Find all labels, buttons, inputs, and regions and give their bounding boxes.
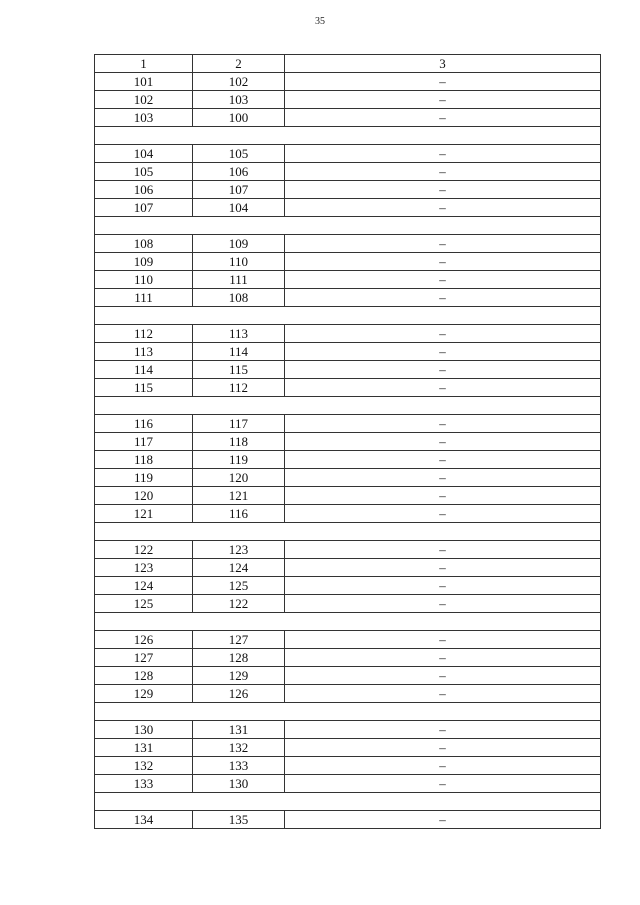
table-cell-col2: 119 bbox=[193, 451, 285, 469]
table-cell-col2: 126 bbox=[193, 685, 285, 703]
table-cell-col3: – bbox=[285, 631, 601, 649]
table-cell-col3: – bbox=[285, 181, 601, 199]
table-row bbox=[95, 757, 601, 775]
table-row bbox=[95, 649, 601, 667]
table-cell-col2: 130 bbox=[193, 775, 285, 793]
table-cell-col1: 120 bbox=[95, 487, 193, 505]
table-cell-col1: 127 bbox=[95, 649, 193, 667]
table-cell-col3: – bbox=[285, 667, 601, 685]
table-cell-col3: – bbox=[285, 739, 601, 757]
table-cell-col2: 123 bbox=[193, 541, 285, 559]
column-header-1: 1 bbox=[95, 55, 193, 73]
table-row bbox=[95, 343, 601, 361]
separator-cell bbox=[95, 217, 601, 235]
table-cell-col1: 102 bbox=[95, 91, 193, 109]
table-cell-col3: – bbox=[285, 487, 601, 505]
table-cell-col3: – bbox=[285, 415, 601, 433]
group-separator-row bbox=[95, 127, 601, 145]
table-cell-col1: 112 bbox=[95, 325, 193, 343]
column-header-3: 3 bbox=[285, 55, 601, 73]
table-cell-col2: 109 bbox=[193, 235, 285, 253]
table-cell-col3: – bbox=[285, 469, 601, 487]
table-cell-col2: 120 bbox=[193, 469, 285, 487]
table-cell-col3: – bbox=[285, 325, 601, 343]
table-cell-col3: – bbox=[285, 433, 601, 451]
group-separator-row bbox=[95, 397, 601, 415]
table-row bbox=[95, 631, 601, 649]
table-cell-col2: 127 bbox=[193, 631, 285, 649]
table-cell-col2: 100 bbox=[193, 109, 285, 127]
table-row bbox=[95, 667, 601, 685]
table-cell-col2: 102 bbox=[193, 73, 285, 91]
table-cell-col1: 132 bbox=[95, 757, 193, 775]
table-row bbox=[95, 91, 601, 109]
table-row bbox=[95, 469, 601, 487]
table-cell-col1: 121 bbox=[95, 505, 193, 523]
table-cell-col1: 108 bbox=[95, 235, 193, 253]
table-cell-col2: 124 bbox=[193, 559, 285, 577]
page-number: 35 bbox=[315, 16, 325, 27]
table-row bbox=[95, 433, 601, 451]
table-cell-col2: 107 bbox=[193, 181, 285, 199]
table-row bbox=[95, 541, 601, 559]
table-cell-col2: 117 bbox=[193, 415, 285, 433]
table-cell-col2: 128 bbox=[193, 649, 285, 667]
table-row bbox=[95, 415, 601, 433]
table-cell-col3: – bbox=[285, 235, 601, 253]
table-row bbox=[95, 361, 601, 379]
table-row bbox=[95, 577, 601, 595]
table-cell-col1: 106 bbox=[95, 181, 193, 199]
table-cell-col2: 113 bbox=[193, 325, 285, 343]
table-row bbox=[95, 199, 601, 217]
group-separator-row bbox=[95, 613, 601, 631]
table-cell-col2: 118 bbox=[193, 433, 285, 451]
table-cell-col3: – bbox=[285, 343, 601, 361]
table-row bbox=[95, 739, 601, 757]
table-cell-col1: 124 bbox=[95, 577, 193, 595]
table-cell-col3: – bbox=[285, 91, 601, 109]
separator-cell bbox=[95, 307, 601, 325]
table-cell-col3: – bbox=[285, 775, 601, 793]
table-cell-col2: 114 bbox=[193, 343, 285, 361]
table-cell-col3: – bbox=[285, 721, 601, 739]
table-cell-col3: – bbox=[285, 163, 601, 181]
table-cell-col1: 126 bbox=[95, 631, 193, 649]
separator-cell bbox=[95, 613, 601, 631]
table-cell-col1: 116 bbox=[95, 415, 193, 433]
table-cell-col1: 118 bbox=[95, 451, 193, 469]
group-separator-row bbox=[95, 523, 601, 541]
table-cell-col1: 107 bbox=[95, 199, 193, 217]
table-cell-col2: 106 bbox=[193, 163, 285, 181]
table-cell-col3: – bbox=[285, 541, 601, 559]
table-cell-col2: 111 bbox=[193, 271, 285, 289]
table-row bbox=[95, 775, 601, 793]
table-cell-col3: – bbox=[285, 199, 601, 217]
table-cell-col2: 131 bbox=[193, 721, 285, 739]
separator-cell bbox=[95, 703, 601, 721]
group-separator-row bbox=[95, 217, 601, 235]
table-row bbox=[95, 289, 601, 307]
table-cell-col3: – bbox=[285, 649, 601, 667]
table-cell-col1: 131 bbox=[95, 739, 193, 757]
table-cell-col2: 116 bbox=[193, 505, 285, 523]
table-cell-col2: 132 bbox=[193, 739, 285, 757]
table-cell-col2: 105 bbox=[193, 145, 285, 163]
table-row bbox=[95, 379, 601, 397]
table-row bbox=[95, 721, 601, 739]
table-cell-col1: 129 bbox=[95, 685, 193, 703]
table-row bbox=[95, 811, 601, 829]
table-body bbox=[95, 55, 601, 829]
table-cell-col2: 122 bbox=[193, 595, 285, 613]
table-cell-col3: – bbox=[285, 361, 601, 379]
table-cell-col3: – bbox=[285, 757, 601, 775]
group-separator-row bbox=[95, 793, 601, 811]
table-row bbox=[95, 235, 601, 253]
table-cell-col3: – bbox=[285, 595, 601, 613]
table-cell-col1: 134 bbox=[95, 811, 193, 829]
table-row bbox=[95, 109, 601, 127]
table-cell-col2: 129 bbox=[193, 667, 285, 685]
table-cell-col3: – bbox=[285, 451, 601, 469]
table-cell-col3: – bbox=[285, 289, 601, 307]
group-separator-row bbox=[95, 307, 601, 325]
separator-cell bbox=[95, 523, 601, 541]
table-row bbox=[95, 505, 601, 523]
table-cell-col1: 123 bbox=[95, 559, 193, 577]
table-row bbox=[95, 73, 601, 91]
table-cell-col2: 115 bbox=[193, 361, 285, 379]
table-cell-col1: 105 bbox=[95, 163, 193, 181]
table-cell-col1: 119 bbox=[95, 469, 193, 487]
table-cell-col1: 103 bbox=[95, 109, 193, 127]
table-row bbox=[95, 595, 601, 613]
separator-cell bbox=[95, 127, 601, 145]
table-cell-col3: – bbox=[285, 559, 601, 577]
table-cell-col2: 121 bbox=[193, 487, 285, 505]
table-cell-col1: 101 bbox=[95, 73, 193, 91]
table-cell-col1: 128 bbox=[95, 667, 193, 685]
table-cell-col1: 113 bbox=[95, 343, 193, 361]
table-cell-col2: 103 bbox=[193, 91, 285, 109]
table-cell-col3: – bbox=[285, 577, 601, 595]
separator-cell bbox=[95, 793, 601, 811]
table-row bbox=[95, 271, 601, 289]
table-row bbox=[95, 253, 601, 271]
table-row bbox=[95, 487, 601, 505]
table-cell-col3: – bbox=[285, 253, 601, 271]
group-separator-row bbox=[95, 703, 601, 721]
table-cell-col3: – bbox=[285, 73, 601, 91]
data-table bbox=[94, 54, 601, 829]
table-cell-col1: 133 bbox=[95, 775, 193, 793]
table-row bbox=[95, 163, 601, 181]
table-header-row bbox=[95, 55, 601, 73]
table-row bbox=[95, 181, 601, 199]
table-row bbox=[95, 685, 601, 703]
table-cell-col2: 110 bbox=[193, 253, 285, 271]
table-cell-col2: 135 bbox=[193, 811, 285, 829]
table-cell-col2: 125 bbox=[193, 577, 285, 595]
table-cell-col1: 110 bbox=[95, 271, 193, 289]
table-row bbox=[95, 325, 601, 343]
column-header-2: 2 bbox=[193, 55, 285, 73]
table-cell-col3: – bbox=[285, 811, 601, 829]
table-row bbox=[95, 451, 601, 469]
table-cell-col3: – bbox=[285, 685, 601, 703]
table-row bbox=[95, 145, 601, 163]
table-cell-col2: 108 bbox=[193, 289, 285, 307]
table-cell-col1: 115 bbox=[95, 379, 193, 397]
table-cell-col3: – bbox=[285, 145, 601, 163]
table-cell-col3: – bbox=[285, 271, 601, 289]
table-row bbox=[95, 559, 601, 577]
table-cell-col2: 133 bbox=[193, 757, 285, 775]
table-cell-col3: – bbox=[285, 379, 601, 397]
table-cell-col3: – bbox=[285, 505, 601, 523]
table-cell-col1: 117 bbox=[95, 433, 193, 451]
table-cell-col1: 111 bbox=[95, 289, 193, 307]
table-cell-col1: 122 bbox=[95, 541, 193, 559]
table-cell-col1: 114 bbox=[95, 361, 193, 379]
separator-cell bbox=[95, 397, 601, 415]
table-cell-col1: 104 bbox=[95, 145, 193, 163]
table-cell-col1: 125 bbox=[95, 595, 193, 613]
table-cell-col2: 112 bbox=[193, 379, 285, 397]
table-cell-col2: 104 bbox=[193, 199, 285, 217]
table-cell-col1: 130 bbox=[95, 721, 193, 739]
table-cell-col3: – bbox=[285, 109, 601, 127]
table-cell-col1: 109 bbox=[95, 253, 193, 271]
